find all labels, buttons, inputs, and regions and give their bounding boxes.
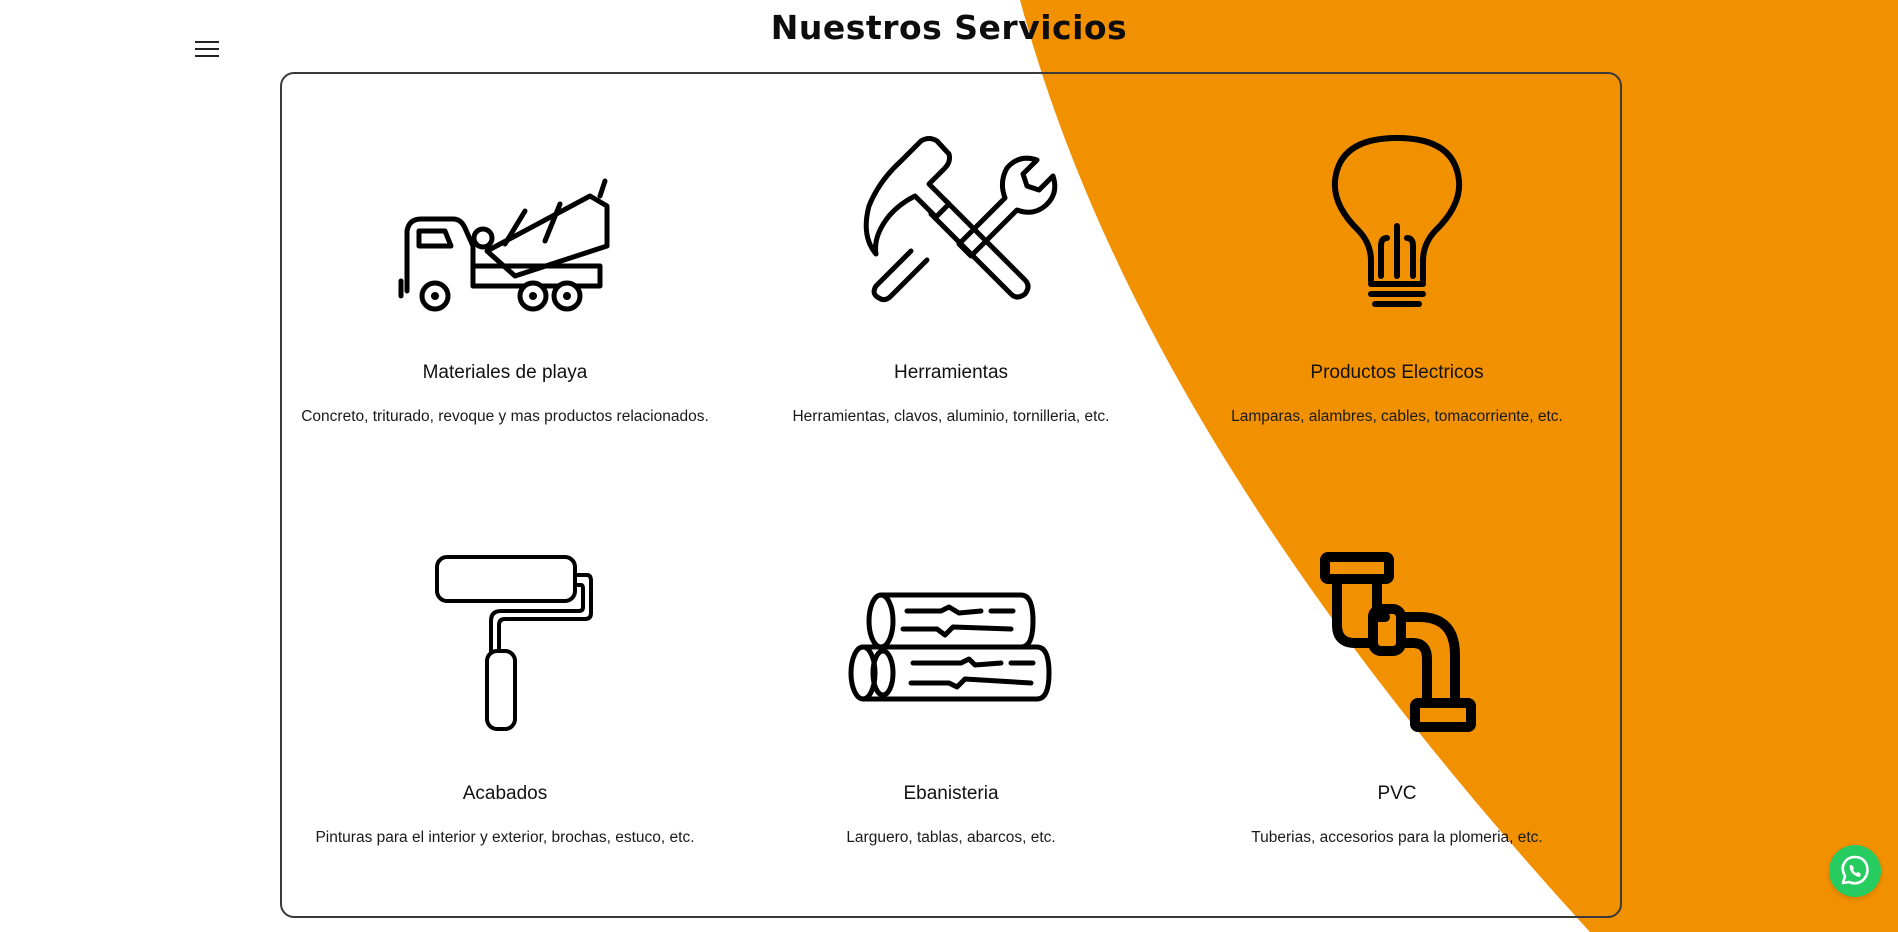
service-card-electricos[interactable] — [1174, 74, 1620, 495]
page-title: Nuestros Servicios — [770, 8, 1128, 47]
service-card-pvc[interactable] — [1174, 495, 1620, 916]
service-description: Concreto, triturado, revoque y mas productos relacionados. — [301, 408, 709, 425]
lightbulb-icon — [1287, 126, 1507, 316]
service-description: Herramientas, clavos, aluminio, tornilleria, etc. — [792, 408, 1110, 425]
whatsapp-icon — [1829, 845, 1881, 897]
whatsapp-button[interactable] — [1829, 845, 1881, 897]
service-title: Herramientas — [893, 362, 1009, 383]
service-card-acabados[interactable] — [282, 495, 728, 916]
paint-roller-icon — [395, 547, 615, 737]
service-title: Productos Electricos — [1310, 362, 1484, 383]
service-description: Pinturas para el interior y exterior, brochas, estuco, etc. — [315, 829, 695, 846]
service-title: Acabados — [462, 783, 548, 804]
service-description: Tuberias, accesorios para la plomeria, etc. — [1251, 829, 1543, 846]
service-card-materiales[interactable] — [282, 74, 728, 495]
service-title: Ebanisteria — [903, 783, 999, 804]
service-card-herramientas[interactable] — [728, 74, 1174, 495]
pipe-icon — [1287, 547, 1507, 737]
service-title: PVC — [1377, 783, 1417, 804]
services-panel — [280, 72, 1622, 918]
service-description: Larguero, tablas, abarcos, etc. — [846, 829, 1056, 846]
service-title: Materiales de playa — [422, 362, 588, 383]
wood-logs-icon — [841, 547, 1061, 737]
hammer-wrench-icon — [841, 126, 1061, 316]
service-card-ebanisteria[interactable] — [728, 495, 1174, 916]
concrete-mixer-truck-icon — [395, 126, 615, 316]
service-description: Lamparas, alambres, cables, tomacorriente, etc. — [1231, 408, 1563, 425]
